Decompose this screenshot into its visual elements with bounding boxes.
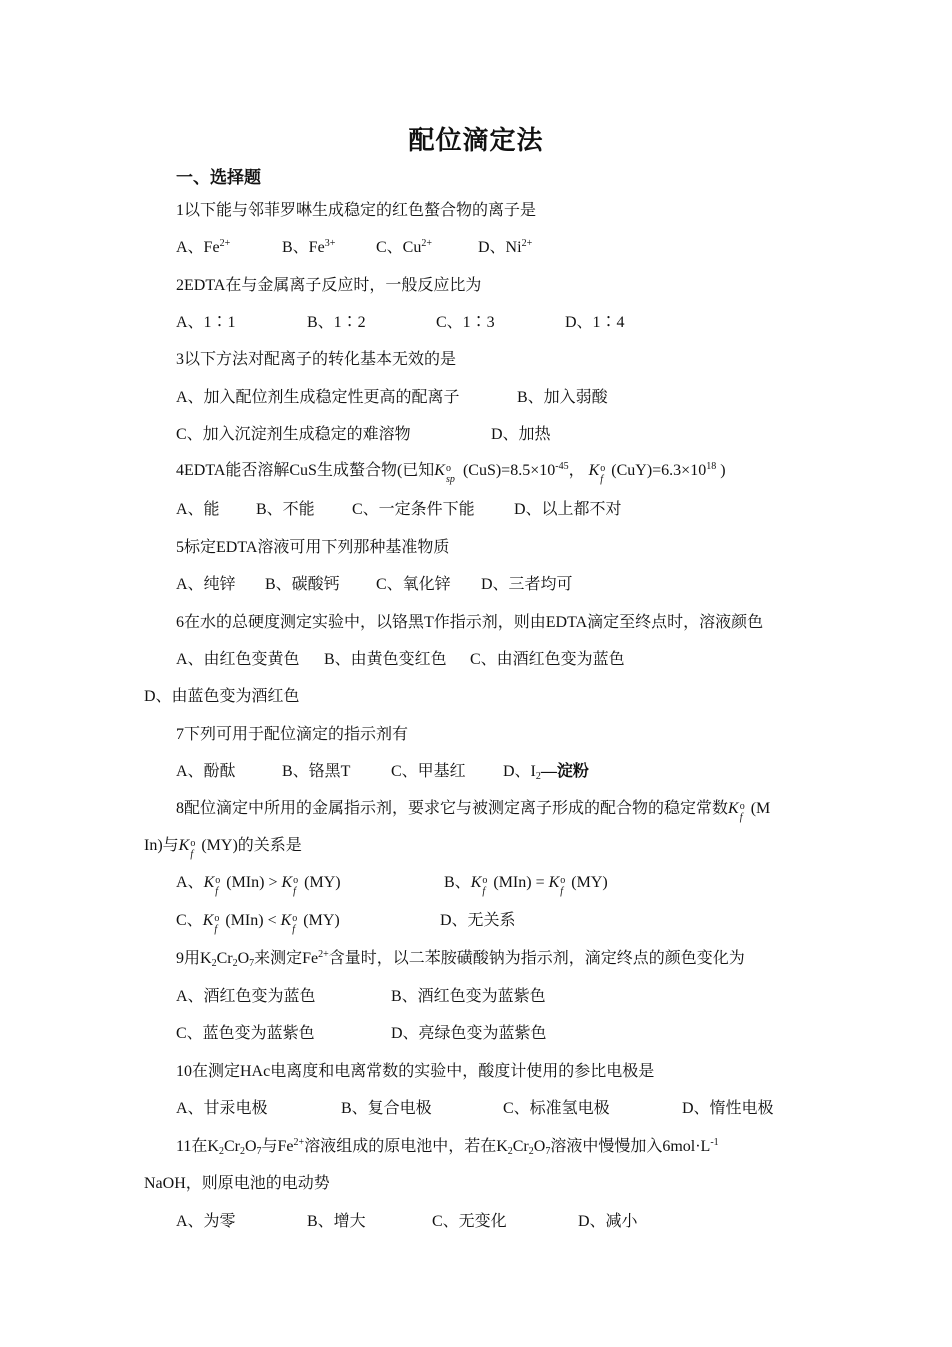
sp-sub: sp: [445, 474, 455, 485]
q7-option-c[interactable]: C、甲基红: [391, 763, 466, 780]
question-5-stem: 5标定EDTA溶液可用下列那种基准物质: [176, 539, 450, 556]
q8-option-a[interactable]: [176, 873, 341, 897]
q5-option-d[interactable]: D、三者均可: [481, 576, 573, 593]
stem-text: O: [533, 1138, 546, 1155]
option-text: D、Ni: [478, 239, 522, 256]
kf-scripts: [213, 911, 225, 935]
kf-scripts: [481, 873, 493, 897]
q6-option-c[interactable]: C、由酒红色变为蓝色: [470, 651, 625, 668]
standard-sup: o: [560, 875, 566, 886]
option-text: (MY): [571, 874, 608, 891]
q11-option-d[interactable]: D、减小: [578, 1213, 638, 1230]
question-3-stem: 3以下方法对配离子的转化基本无效的是: [176, 351, 457, 368]
q10-option-b[interactable]: B、复合电极: [341, 1100, 432, 1117]
subscript: 2: [218, 1146, 224, 1157]
f-sub: f: [482, 886, 486, 897]
exponent: 18: [706, 461, 717, 472]
option-text: (MIn) <: [225, 912, 281, 929]
stem-text: Cr: [512, 1138, 529, 1155]
q9-option-c[interactable]: C、蓝色变为蓝紫色: [176, 1025, 315, 1042]
question-9-stem: [176, 949, 745, 969]
subscript: 2: [239, 1146, 245, 1157]
kf-symbol: K: [203, 874, 215, 891]
q7-option-d[interactable]: [503, 762, 589, 782]
option-text: —淀粉: [540, 763, 589, 780]
option-text: A、Fe: [176, 239, 220, 256]
question-6-stem: 6在水的总硬度测定实验中，以铬黑T作指示剂，则由EDTA滴定至终点时，溶液颜色: [176, 614, 764, 631]
subscript: 7: [256, 1146, 262, 1157]
q7-option-b[interactable]: B、铬黑T: [282, 763, 351, 780]
standard-sup: o: [215, 875, 221, 886]
stem-text: (CuS)=8.5×10: [462, 462, 556, 479]
q3-option-d[interactable]: D、加热: [491, 426, 551, 443]
question-2-stem: 2EDTA在与金属离子反应时，一般反应比为: [176, 277, 482, 294]
q1-option-b[interactable]: [282, 238, 335, 258]
q6-option-d[interactable]: D、由蓝色变为酒红色: [144, 688, 300, 705]
subscript: 2: [507, 1146, 513, 1157]
kf-symbol: K: [588, 462, 600, 479]
kf-symbol: K: [548, 874, 560, 891]
q4-option-b[interactable]: B、不能: [256, 501, 315, 518]
stem-text: ): [716, 462, 726, 479]
option-text: B、Fe: [282, 239, 325, 256]
option-text: (MIn) =: [493, 874, 549, 891]
subscript: 2: [535, 771, 541, 782]
q4-option-c[interactable]: C、一定条件下能: [352, 501, 475, 518]
f-sub: f: [600, 474, 604, 485]
option-label: B、: [444, 874, 471, 891]
q10-option-c[interactable]: C、标准氢电极: [503, 1100, 610, 1117]
stem-text: 与Fe: [261, 1138, 294, 1155]
subscript: 2: [232, 958, 238, 969]
q10-option-d[interactable]: D、惰性电极: [682, 1100, 774, 1117]
charge: 3+: [324, 238, 336, 249]
q8-option-d[interactable]: D、无关系: [440, 912, 516, 929]
kf-scripts: [214, 873, 226, 897]
stem-text: O: [237, 950, 250, 967]
kf-symbol: K: [280, 912, 292, 929]
kf-symbol: K: [281, 874, 293, 891]
standard-sup: o: [600, 463, 606, 474]
stem-text: ，: [568, 462, 585, 479]
q3-option-c[interactable]: C、加入沉淀剂生成稳定的难溶物: [176, 426, 411, 443]
q2-option-d[interactable]: D、1∶4: [565, 314, 625, 331]
q4-option-a[interactable]: A、能: [176, 501, 220, 518]
kf-scripts: [739, 799, 751, 823]
section-heading: 一、选择题: [176, 168, 261, 187]
subscript: 7: [545, 1146, 551, 1157]
kf-symbol: K: [178, 837, 190, 854]
kf-scripts: [189, 836, 201, 860]
q6-option-b[interactable]: B、由黄色变红色: [324, 651, 447, 668]
q11-option-c[interactable]: C、无变化: [432, 1213, 507, 1230]
option-text: (MY): [304, 874, 341, 891]
question-8-stem-continued: [144, 836, 302, 860]
subscript: 7: [249, 958, 255, 969]
q2-option-b[interactable]: B、1∶2: [307, 314, 366, 331]
q9-option-d[interactable]: D、亮绿色变为蓝紫色: [391, 1025, 547, 1042]
option-text: (MY): [303, 912, 340, 929]
stem-text: 溶液中慢慢加入6mol·L: [550, 1138, 711, 1155]
f-sub: f: [739, 812, 743, 823]
stem-text: O: [244, 1138, 257, 1155]
f-sub: f: [560, 886, 564, 897]
q7-option-a[interactable]: A、酚酞: [176, 763, 236, 780]
stem-text: In)与: [144, 837, 179, 854]
q5-option-a[interactable]: A、纯锌: [176, 576, 236, 593]
standard-sup: o: [482, 875, 488, 886]
kf-scripts: [559, 873, 571, 897]
charge: 2+: [219, 238, 231, 249]
q3-option-b[interactable]: B、加入弱酸: [517, 389, 608, 406]
q1-option-a[interactable]: [176, 238, 230, 258]
stem-text: 4EDTA能否溶解CuS生成螯合物(已知: [176, 462, 435, 479]
q8-option-c[interactable]: [176, 911, 340, 935]
stem-text: (MY)的关系是: [201, 837, 302, 854]
stem-text: Cr: [216, 950, 233, 967]
question-10-stem: 10在测定HAc电离度和电离常数的实验中，酸度计使用的参比电极是: [176, 1063, 655, 1080]
q3-option-a[interactable]: A、加入配位剂生成稳定性更高的配离子: [176, 389, 460, 406]
stem-text: (M: [750, 800, 771, 817]
q2-option-a[interactable]: A、1∶1: [176, 314, 236, 331]
standard-sup: o: [292, 913, 298, 924]
kf-symbol: K: [202, 912, 214, 929]
q1-option-c[interactable]: [376, 238, 432, 258]
charge: 2+: [521, 238, 533, 249]
q11-option-a[interactable]: A、为零: [176, 1213, 236, 1230]
question-11-stem: [176, 1137, 719, 1157]
stem-text: 11在K: [176, 1138, 219, 1155]
kf-symbol: K: [470, 874, 482, 891]
stem-text: 8配位滴定中所用的金属指示剂，要求它与被测定离子形成的配合物的稳定常数: [176, 800, 729, 817]
option-text: (MIn) >: [226, 874, 282, 891]
q2-option-c[interactable]: C、1∶3: [436, 314, 495, 331]
f-sub: f: [215, 886, 219, 897]
kf-symbol: K: [728, 800, 739, 817]
subscript: 2: [528, 1146, 534, 1157]
standard-sup: o: [739, 801, 745, 812]
stem-text: (CuY)=6.3×10: [611, 462, 707, 479]
exponent: -1: [710, 1137, 719, 1148]
exponent: -45: [555, 461, 569, 472]
q9-option-a[interactable]: A、酒红色变为蓝色: [176, 988, 316, 1005]
standard-sup: o: [445, 463, 451, 474]
q1-option-d[interactable]: [478, 238, 532, 258]
stem-text: 9用K: [176, 950, 212, 967]
option-text: D、I: [503, 763, 536, 780]
f-sub: f: [292, 924, 296, 935]
q4-option-d[interactable]: D、以上都不对: [514, 501, 622, 518]
stem-text: 溶液组成的原电池中，若在K: [304, 1138, 508, 1155]
standard-sup: o: [293, 875, 299, 886]
f-sub: f: [190, 849, 194, 860]
kf-scripts: [292, 873, 304, 897]
q11-option-b[interactable]: B、增大: [307, 1213, 366, 1230]
kf-scripts: [599, 461, 611, 485]
ksp-symbol: K: [434, 462, 445, 479]
stem-text: Cr: [223, 1138, 240, 1155]
option-text: C、Cu: [376, 239, 422, 256]
q8-option-b[interactable]: [444, 873, 608, 897]
option-label: C、: [176, 912, 203, 929]
subscript: 2: [211, 958, 217, 969]
question-1-stem: 1以下能与邻菲罗啉生成稳定的红色螯合物的离子是: [176, 202, 537, 219]
standard-sup: o: [190, 838, 196, 849]
q10-option-a[interactable]: A、甘汞电极: [176, 1100, 268, 1117]
question-11-stem-continued: NaOH，则原电池的电动势: [144, 1175, 330, 1192]
f-sub: f: [293, 886, 296, 897]
question-7-stem: 7下列可用于配位滴定的指示剂有: [176, 726, 409, 743]
f-sub: f: [214, 924, 218, 935]
kf-scripts: [291, 911, 303, 935]
q9-option-b[interactable]: B、酒红色变为蓝紫色: [391, 988, 546, 1005]
charge: 2+: [318, 949, 329, 960]
question-4-stem: [176, 461, 726, 485]
option-label: A、: [176, 874, 204, 891]
question-8-stem: [176, 799, 771, 823]
charge: 2+: [421, 238, 432, 249]
q5-option-b[interactable]: B、碳酸钙: [265, 576, 340, 593]
stem-text: 来测定Fe: [254, 950, 319, 967]
standard-sup: o: [214, 913, 220, 924]
page-title: 配位滴定法: [408, 126, 544, 155]
ksp-scripts: [445, 461, 463, 485]
charge: 2+: [293, 1137, 305, 1148]
stem-text: 含量时，以二苯胺磺酸钠为指示剂，滴定终点的颜色变化为: [328, 950, 745, 967]
q5-option-c[interactable]: C、氧化锌: [376, 576, 451, 593]
q6-option-a[interactable]: A、由红色变黄色: [176, 651, 300, 668]
